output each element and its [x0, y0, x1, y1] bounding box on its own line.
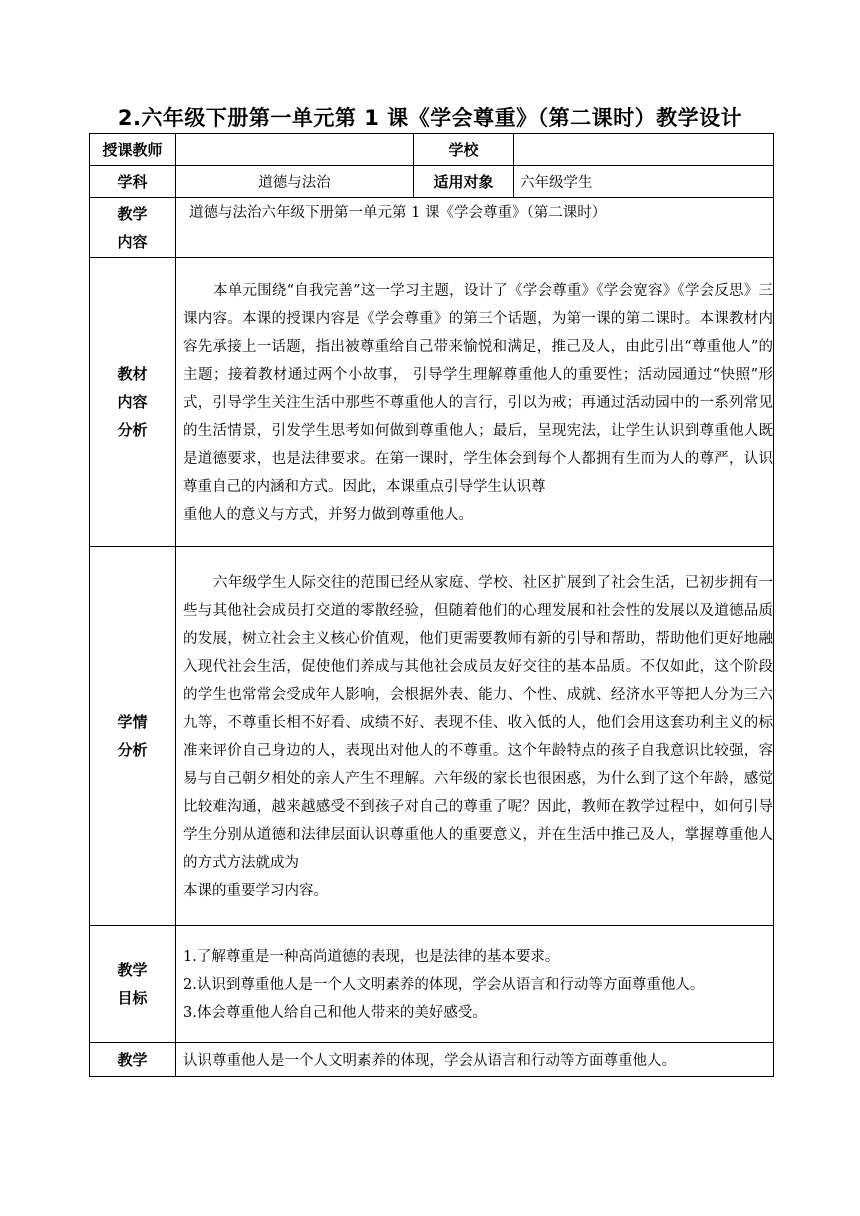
material-label — [90, 258, 176, 547]
content-label-line1: 教学 — [117, 204, 148, 223]
audience-value: 六年级学生 — [514, 166, 774, 198]
subject-value: 道德与法治 — [176, 166, 414, 198]
goal-item: 1.了解尊重是一种高尚道德的表现，也是法律的基本要求。 — [183, 949, 560, 965]
goals-label-line2: 目标 — [117, 989, 148, 1007]
material-analysis-cell — [176, 258, 774, 547]
goals-cell — [176, 926, 774, 1043]
row-content — [90, 198, 774, 258]
teacher-value — [176, 134, 414, 166]
audience-label: 适用对象 — [414, 166, 514, 198]
material-paragraph-1: 本单元围绕“自我完善”这一学习主题，设计了《学会尊重》《学会宽容》《学会反思》三课内容。本课的授课内容是《学会尊重》的第三个话题，为第一课的第二课时。本课教材内容先承接上一话题，指出被尊重给自己带来愉悦和满足，推己及人，由此引出“尊重他人”的主题；接着教材通过两个小故事， 引导学生理解尊重他人的重要性；活动园通过“快照”形式，引导学生关注生活中那些不尊重他人的言行，引以为戒；再通过活动园中的一系列常见的生活情景，引发学生思考如何做到尊重他人；最后，呈现宪法，让学生认识到尊重他人既是道德要求，也是法律要求。在第一课时，学生体会到每个人都拥有生而为人的尊严，认识尊重自己的内涵和方式。因此，本课重点引导学生认识尊 — [183, 283, 773, 495]
row-subject — [90, 166, 774, 198]
learner-label — [90, 547, 176, 926]
goals-label — [90, 926, 176, 1043]
row-material-analysis — [90, 258, 774, 547]
goal-item: 2.认识到尊重他人是一个人文明素养的体现，学会从语言和行动等方面尊重他人。 — [183, 977, 705, 993]
learner-label-line1: 学情 — [117, 713, 148, 731]
row-teacher — [90, 134, 774, 166]
lesson-plan-table — [89, 133, 774, 1077]
school-value — [514, 134, 774, 166]
learner-paragraph-2: 本课的重要学习内容。 — [183, 883, 328, 899]
goal-item: 3.体会尊重他人给自己和他人带来的美好感受。 — [183, 1005, 487, 1021]
goals-label-line1: 教学 — [117, 961, 148, 979]
learner-paragraph-1: 六年级学生人际交往的范围已经从家庭、学校、社区扩展到了社会生活，已初步拥有一些与其他社会成员打交道的零散经验，但随着他们的心理发展和社会性的发展以及道德品质的发展，树立社会主义核心价值观，他们更需要教师有新的引导和帮助，帮助他们更好地融入现代社会生活，促使他们养成与其他社会成员友好交往的基本品质。不仅如此，这个阶段的学生也常常会受成年人影响，会根据外表、能力、个性、成就、经济水平等把人分为三六九等，不尊重长相不好看、成绩不好、表现不佳、收入低的人，他们会用这套功利主义的标准来评价自己身边的人，表现出对他人的不尊重。这个年龄特点的孩子自我意识比较强，容易与自己朝夕相处的亲人产生不理解。六年级的家长也很困惑，为什么到了这个年龄，感觉比较难沟通，越来越感受不到孩子对自己的尊重了呢？因此，教师在教学过程中，如何引导学生分别从道德和法律层面认识尊重他人的重要意义，并在生活中推己及人，掌握尊重他人的方式方法就成为 — [183, 575, 773, 871]
keypoint-label: 教学 — [90, 1043, 176, 1077]
school-label: 学校 — [414, 134, 514, 166]
content-label-line2: 内容 — [117, 232, 148, 251]
learner-analysis-cell — [176, 547, 774, 926]
material-label-line2: 内容 — [117, 393, 148, 411]
row-goals — [90, 926, 774, 1043]
content-value: 道德与法治六年级下册第一单元第 1 课《学会尊重》（第二课时） — [176, 198, 774, 258]
material-label-line3: 分析 — [117, 421, 148, 439]
row-learner-analysis — [90, 547, 774, 926]
keypoint-value: 认识尊重他人是一个人文明素养的体现，学会从语言和行动等方面尊重他人。 — [176, 1043, 774, 1077]
document-title: 2.六年级下册第一单元第 1 课《学会尊重》（第二课时）教学设计 — [117, 106, 743, 130]
material-label-line1: 教材 — [117, 365, 148, 383]
subject-label: 学科 — [90, 166, 176, 198]
content-label — [90, 198, 176, 258]
row-keypoint — [90, 1043, 774, 1077]
teacher-label: 授课教师 — [90, 134, 176, 166]
learner-label-line2: 分析 — [117, 741, 148, 759]
material-paragraph-2: 重他人的意义与方式，并努力做到尊重他人。 — [183, 507, 473, 523]
